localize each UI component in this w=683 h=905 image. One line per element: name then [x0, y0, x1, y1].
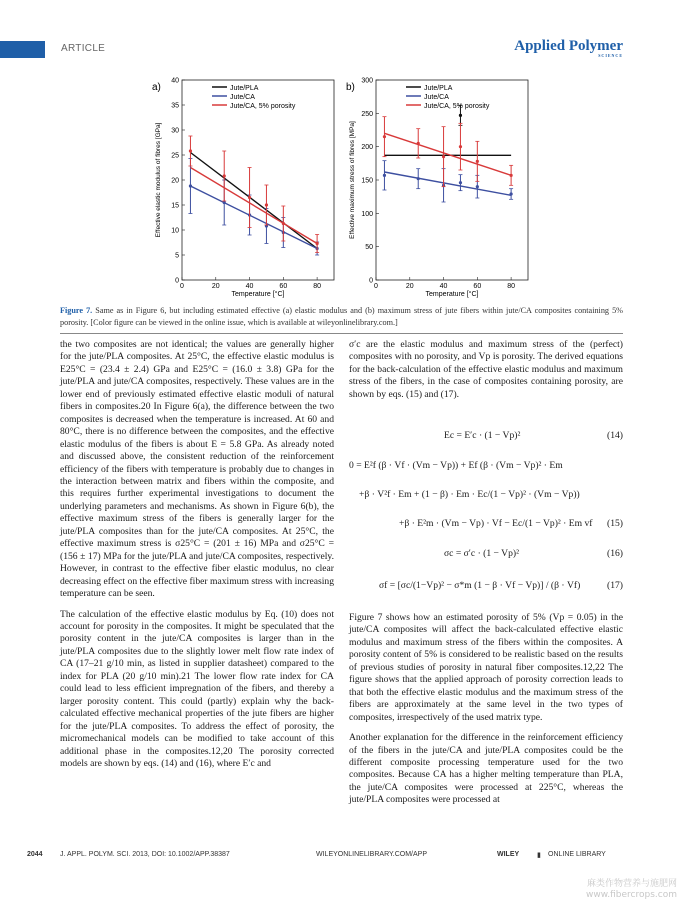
- equation-body: +β · E²m · (Vm − Vp) · Vf − Ec/(1 − Vp)² · Em vf: [399, 518, 593, 529]
- legend-entry: Jute/CA: [424, 94, 449, 101]
- x-tick-label: 40: [439, 283, 448, 290]
- data-point: [265, 203, 268, 206]
- data-point: [476, 160, 479, 163]
- y-tick-label: 0: [369, 277, 373, 285]
- y-tick-label: 50: [365, 244, 373, 252]
- y-tick-label: 0: [175, 277, 179, 285]
- data-point: [510, 192, 513, 195]
- book-icon: ▮: [537, 852, 541, 859]
- figure-caption: [60, 305, 623, 329]
- paragraph: σ′c are the elastic modulus and maximum stress of the (perfect) composites with no porosity, and Vp is porosity. The derived equations for the back-calculation of the effective elastic modulus and maximum stress of the fibers, in the case of composites containing porosity, are shown by eqs. (15) and (17).: [349, 339, 623, 400]
- data-point: [459, 145, 462, 148]
- header-accent-bar: [0, 41, 45, 58]
- figure-7: [148, 72, 530, 300]
- data-point: [510, 174, 513, 177]
- paragraph: Another explanation for the difference in the reinforcement efficiency of the fibers in the jute/CA and jute/PLA composites could be the different composite processing temperature used for the two composites. Because CA has a higher melting temperature than PLA, the jute/CA composites were processed at 225°C, whereas the jute/PLA composites were processed at: [349, 732, 623, 806]
- y-tick-label: 150: [361, 177, 373, 185]
- watermark-line-1: 麻类作物营养与施肥网: [586, 879, 677, 889]
- y-tick-label: 200: [361, 144, 373, 152]
- x-tick-label: 60: [473, 283, 482, 290]
- data-point: [417, 142, 420, 145]
- right-column-continued: [349, 612, 623, 815]
- watermark-line-2: www.fibercrops.com: [586, 890, 677, 900]
- legend-entry: Jute/CA, 5% porosity: [230, 103, 296, 110]
- x-tick-label: 60: [279, 283, 288, 290]
- legend-entry: Jute/CA, 5% porosity: [424, 103, 490, 110]
- legend-entry: Jute/PLA: [424, 85, 453, 92]
- data-point: [459, 114, 462, 117]
- y-tick-label: 250: [361, 110, 373, 118]
- journal-subname: SCIENCE: [598, 53, 623, 58]
- data-point: [383, 174, 386, 177]
- equation-body: +β · V²f · Em + (1 − β) · Em · Ec/(1 − Vp)² · (Vm − Vp)): [359, 489, 580, 500]
- publisher-library: ONLINE LIBRARY: [548, 851, 606, 858]
- journal-logo: [514, 38, 623, 58]
- paragraph: the two composites are not identical; the values are generally higher for the jute/PLA composites. At 25°C, the effective elastic modulus is E25°C = (23.4 ± 2.4) GPa and E25°C = (16.0 ± 3.8) GPa for the jute/PLA and jute/CA composites, respectively. These values are in the lower end of previously estimated effective elastic moduli of natural fibers in composites.20 In Figure 6(a), the difference between the two composites is decreased when the temperature is increased. At 60 and 80°C, there is no difference between the composites, and the effective elastic modulus of the fibers is about E = 5.8 GPa. As already noted and discussed above, the consistent reduction of the reinforcement efficiency of the fibers with temperature is probably due to changes in the interaction between matrix and fibers within the composite, and this requires further experimental investigations to document the underlying parameters and mechanisms. As shown in Figure 6(b), the effective maximum stress of the fibers is generally larger for the jute/PLA composites than for the jute/CA composites. At 25°C, the effective maximum stress is σ25°C = (201 ± 16) MPa and σ25°C = (156 ± 17) MPa for the jute/PLA and jute/CA composites, respectively. However, in contrast to the effective fiber elastic modulus, no clear decreasing effect on the effective fiber maximum stress with increasing temperature can be seen.: [60, 339, 334, 600]
- y-tick-label: 15: [171, 202, 179, 210]
- y-tick-label: 35: [171, 102, 179, 110]
- page-number: 2044: [27, 851, 43, 858]
- data-point: [223, 174, 226, 177]
- y-tick-label: 5: [175, 252, 179, 260]
- equation-body: σc = σ′c · (1 − Vp)²: [444, 548, 519, 559]
- data-point: [316, 242, 319, 245]
- x-tick-label: 0: [374, 283, 378, 290]
- figure-caption-label: Figure 7.: [60, 306, 93, 315]
- left-column: [60, 339, 334, 778]
- right-column: [349, 339, 623, 409]
- data-point: [383, 135, 386, 138]
- section-label: ARTICLE: [61, 43, 106, 54]
- equation-body: 0 = E²f (β · Vf · (Vm − Vp)) + Ef (β · (Vm − Vp)² · Em: [349, 460, 563, 471]
- x-tick-label: 20: [211, 283, 220, 290]
- legend-entry: Jute/CA: [230, 94, 255, 101]
- figure-caption-text: Same as in Figure 6, but including estimated effective (a) elastic modulus and (b) maximum stress of jute fibers within jute/CA composites containing 5% porosity. [Color figure can be viewed in the online issue, which is available at wileyonlinelibrary.com.]: [60, 306, 623, 327]
- data-point: [189, 149, 192, 152]
- page-footer: [0, 851, 683, 865]
- y-tick-label: 20: [171, 177, 179, 185]
- journal-name: Applied Polymer: [514, 38, 623, 54]
- x-axis-label: Temperature [°C]: [425, 291, 479, 298]
- y-tick-label: 300: [361, 77, 373, 85]
- series-line: [384, 172, 511, 195]
- y-tick-label: 30: [171, 127, 179, 135]
- data-point: [248, 196, 251, 199]
- data-point: [282, 222, 285, 225]
- y-tick-label: 40: [171, 77, 179, 85]
- x-tick-label: 80: [313, 283, 322, 290]
- publisher-name: WILEY: [497, 851, 520, 858]
- watermark: [586, 879, 677, 901]
- y-tick-label: 100: [361, 210, 373, 218]
- x-tick-label: 40: [245, 283, 254, 290]
- x-tick-label: 0: [180, 283, 184, 290]
- y-axis-label: Effective elastic modulus of fibres [GPa]: [155, 122, 162, 238]
- data-point: [476, 185, 479, 188]
- y-tick-label: 10: [171, 227, 179, 235]
- panel-label: b): [346, 82, 355, 93]
- equation-number: (16): [607, 548, 623, 559]
- data-point: [442, 155, 445, 158]
- plot-frame: [182, 80, 334, 280]
- paragraph: The calculation of the effective elastic modulus by Eq. (10) does not account for porosity in the composites. It might be speculated that the porosity content in the jute/CA composites is larger than in the jute/PLA composites due to the slightly lower melt flow rate index of CA (17–21 g/10 min, as listed in supplier datasheet) compared to the index for PLA (20 g/10 min).21 The lower flow rate index for CA could lead to less efficient impregnation of the fibers, and thereby a larger porosity content. This could (partly) explain why the back-calculated effective mechanical properties of the jute fibers are higher for the jute/PLA composites. To address the effect of porosity, the micromechanical models can be modified to take account of this additional phase in the composites.12,20 The porosity corrected models are shown by eqs. (14) and (16), where E′c and: [60, 608, 334, 769]
- series-line: [190, 168, 317, 244]
- data-point: [417, 177, 420, 180]
- paragraph: Figure 7 shows how an estimated porosity of 5% (Vp = 0.05) in the jute/CA composites will affect the back-calculated effective elastic modulus and maximum stress of the fibers within the composites. A porosity content of 5% is considered to be realistic based on the results of previous studies of porosity in natural fiber composites.12,22 The figure shows that the applied approach of porosity correction leads to that both the effective elastic modulus and the maximum stress of the fibers are approximately at the same level in the two types of composites, irrespectively of the used matrix type.: [349, 612, 623, 723]
- equation-number: (14): [607, 430, 623, 441]
- citation: J. APPL. POLYM. SCI. 2013, DOI: 10.1002/APP.38387: [60, 851, 230, 858]
- series-line: [190, 153, 317, 249]
- legend-entry: Jute/PLA: [230, 85, 259, 92]
- y-axis-label: Effective maximum stress of fibres [MPa]: [349, 121, 356, 239]
- equation-body: Ec = E′c · (1 − Vp)²: [444, 430, 521, 441]
- equation-number: (17): [607, 580, 623, 591]
- x-tick-label: 20: [405, 283, 414, 290]
- plot-frame: [376, 80, 528, 280]
- panel-label: a): [152, 82, 161, 93]
- equation-body: σf = [σc/(1−Vp)² − σ*m (1 − β · Vf − Vp)] / (β · Vf): [379, 580, 581, 591]
- journal-url: WILEYONLINELIBRARY.COM/APP: [316, 851, 427, 858]
- equation-number: (15): [607, 518, 623, 529]
- data-point: [189, 184, 192, 187]
- series-line: [384, 133, 511, 175]
- x-tick-label: 80: [507, 283, 516, 290]
- data-point: [459, 181, 462, 184]
- x-axis-label: Temperature [°C]: [231, 291, 285, 298]
- caption-divider: [60, 333, 623, 334]
- series-line: [190, 186, 317, 249]
- y-tick-label: 25: [171, 152, 179, 160]
